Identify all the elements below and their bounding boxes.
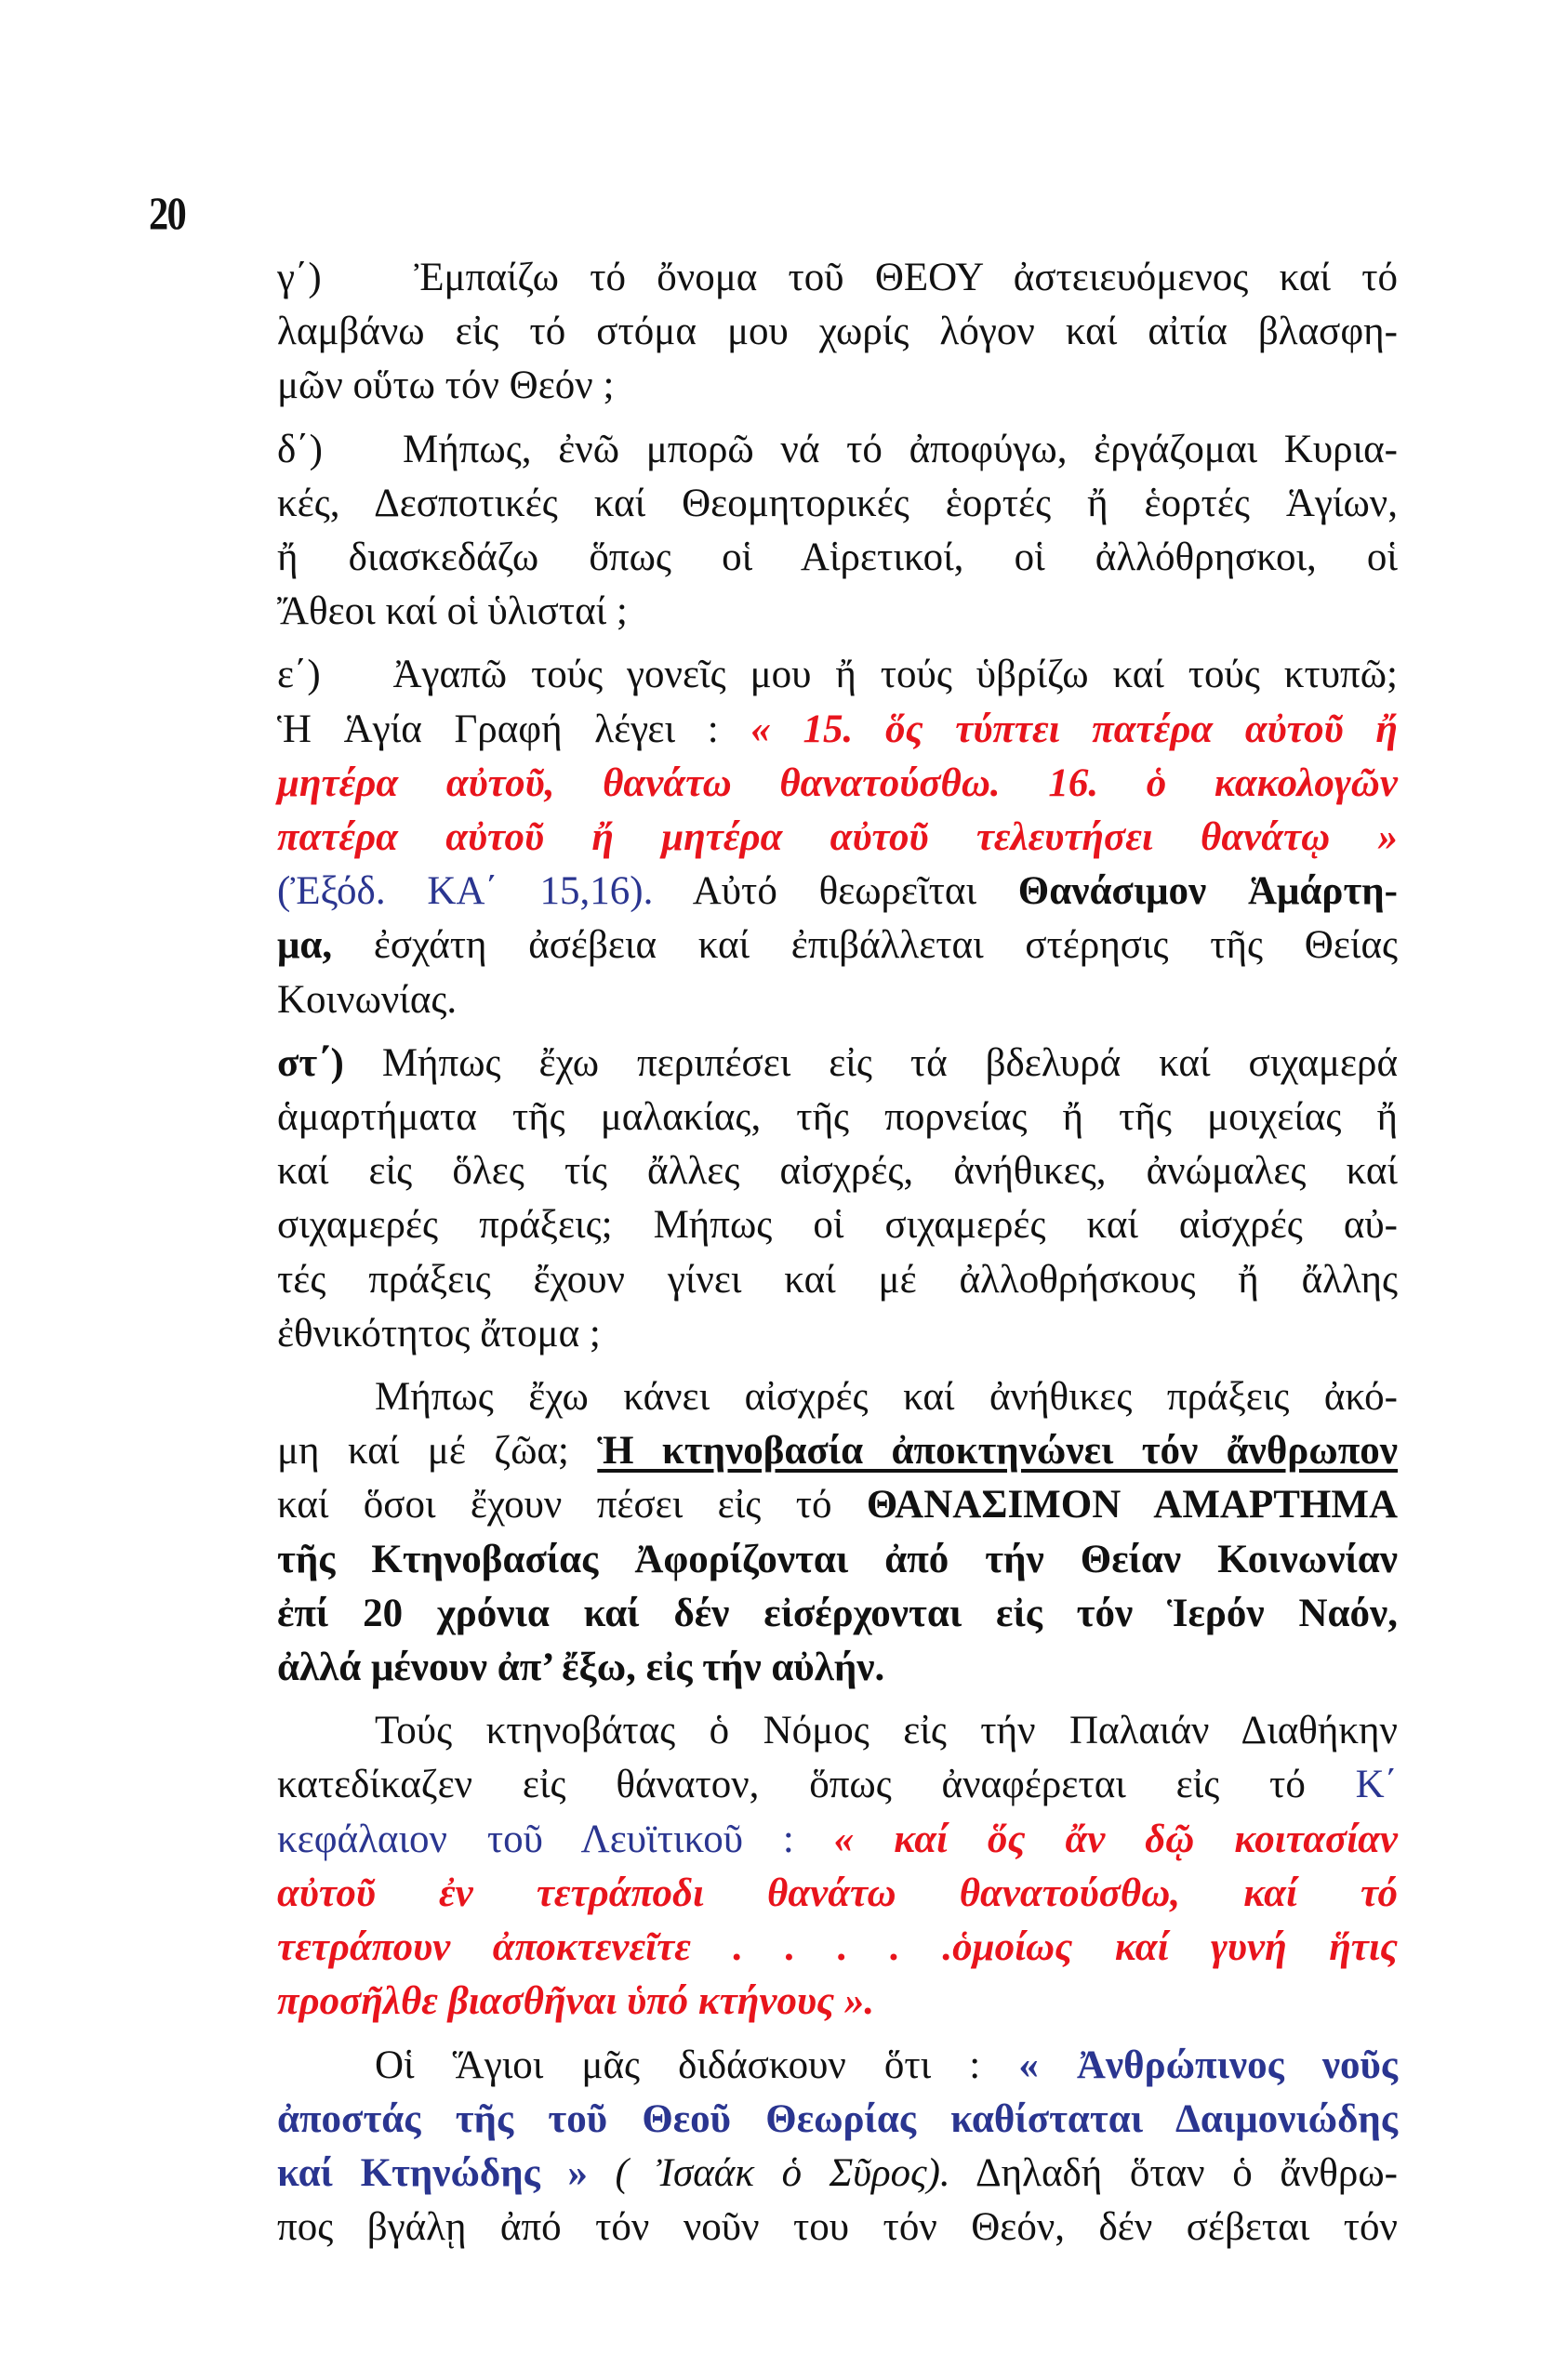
item-label: ε΄) — [277, 653, 321, 697]
item-label: στ΄) — [277, 1040, 344, 1085]
text-line: Μήπως ἔχω περιπέσει εἰς τά βδελυρά καί σιχαμερά — [381, 1040, 1398, 1085]
text-bold: τῆς Κτηνοβασίας Ἀφορίζονται ἀπό τήν Θείαν Κοινωνίαν — [277, 1537, 1398, 1581]
text-plain: καί ὅσοι ἔχουν πέσει εἰς τό — [277, 1483, 832, 1527]
scripture-quote: « 15. ὅς τύπτει πατέρα αὐτοῦ ἤ — [750, 707, 1398, 751]
page-number: 20 — [149, 187, 186, 239]
text-line: Κοινωνίας. — [277, 977, 458, 1022]
scripture-quote: τετράπουν ἀποκτενεῖτε . . . . .ὁμοίως καί γυνή ἥτις — [277, 1925, 1398, 1970]
text-line: Ἀγαπῶ τούς γονεῖς μου ἤ τούς ὑβρίζω καί τούς κτυπῶ; — [392, 653, 1399, 697]
text-line: τές πράξεις ἔχουν γίνει καί μέ ἀλλοθρήσκους ἤ ἄλλης — [277, 1257, 1398, 1302]
text-plain: μη καί μέ ζῶα; — [277, 1429, 569, 1474]
text-line: Μήπως, ἐνῶ μπορῶ νά τό ἀποφύγω, ἐργάζομαι Κυρια- — [403, 427, 1398, 471]
text-line: καί εἰς ὅλες τίς ἄλλες αἰσχρές, ἀνήθικες, ἀνώμαλες καί — [277, 1149, 1398, 1194]
page-body — [277, 251, 1398, 2254]
scripture-quote: « καί ὅς ἄν δῷ κοιτασίαν — [833, 1817, 1398, 1861]
scripture-quote: μητέρα αὐτοῦ, θανάτω θανατούσθω. 16. ὁ κακολογῶν — [277, 760, 1398, 805]
patristic-quote: « Ἀνθρώπινος νοῦς — [1018, 2043, 1398, 2087]
text-line: κές, Δεσποτικές καί Θεομητορικές ἑορτές ἤ ἑορτές Ἁγίων, — [277, 481, 1398, 525]
paragraph-saints — [277, 2039, 1398, 2255]
scripture-quote: πατέρα αὐτοῦ ἤ μητέρα αὐτοῦ τελευτήσει θανάτῳ » — [277, 815, 1398, 860]
paragraph-law — [277, 1704, 1398, 2029]
patristic-quote: καί Κτηνώδης » — [277, 2150, 588, 2195]
text-line: Ἄθεοι καί οἱ ὑλισταί ; — [277, 589, 628, 634]
scripture-quote: προσῆλθε βιασθῆναι ὑπό κτήνους ». — [277, 1979, 875, 2024]
text-plain: Οἱ Ἅγιοι μᾶς διδάσκουν ὅτι : — [375, 2043, 981, 2087]
text-line: πος βγάλῃ ἀπό τόν νοῦν του τόν Θεόν, δέν σέβεται τόν — [277, 2205, 1398, 2250]
text-plain: Δηλαδή ὅταν ὁ ἄνθρω- — [975, 2150, 1398, 2195]
text-bold: Θανάσιμον Ἁμάρτη- — [1017, 869, 1398, 914]
text-plain: Αὐτό θεωρεῖται — [692, 869, 977, 914]
text-bold: ἀλλά μένουν ἀπ’ ἔξω, εἰς τήν αὐλήν. — [277, 1646, 885, 1690]
paragraph-epsilon — [277, 648, 1398, 1026]
text-line: Μήπως ἔχω κάνει αἰσχρές καί ἀνήθικες πράξεις ἀκό- — [375, 1375, 1398, 1420]
text-bold: ΘΑΝΑΣΙΜΟΝ ΑΜΑΡΤΗΜΑ — [866, 1483, 1398, 1527]
scripture-reference: (Ἐξόδ. ΚΑ΄ 15,16). — [277, 869, 654, 914]
text-line: ἁμαρτήματα τῆς μαλακίας, τῆς πορνείας ἤ τῆς μοιχείας ἤ — [277, 1095, 1398, 1140]
paragraph-st — [277, 1037, 1398, 1361]
text-plain: κατεδίκαζεν εἰς θάνατον, ὅπως ἀναφέρεται εἰς τό — [277, 1763, 1306, 1807]
text-line: λαμβάνω εἰς τό στόμα μου χωρίς λόγον καί αἰτία βλασφη- — [277, 310, 1398, 354]
text-line: Τούς κτηνοβάτας ὁ Νόμος εἰς τήν Παλαιάν Διαθήκην — [375, 1709, 1398, 1753]
item-label: δ΄) — [277, 427, 323, 471]
text-bold: μα, — [277, 923, 333, 968]
text-plain: ἐσχάτη ἀσέβεια καί ἐπιβάλλεται στέρησις τῆς Θείας — [373, 923, 1399, 968]
paragraph-delta — [277, 423, 1398, 640]
text-plain: Ἡ Ἁγία Γραφή λέγει : — [277, 707, 719, 751]
text-line: Ἐμπαίζω τό ὄνομα τοῦ ΘΕΟΥ ἀστειευόμενος καί τό — [414, 256, 1398, 299]
text-bold: ἐπί 20 χρόνια καί δέν εἰσέρχονται εἰς τόν Ἱερόν Ναόν, — [277, 1591, 1398, 1635]
text-line: μῶν οὕτω τόν Θεόν ; — [277, 364, 615, 408]
quote-source: ( Ἰσαάκ ὁ Σῦρος). — [615, 2150, 950, 2195]
scripture-quote: αὐτοῦ ἐν τετράποδι θανάτω θανατούσθω, καί τό — [277, 1871, 1398, 1915]
patristic-quote: ἀποστάς τῆς τοῦ Θεοῦ Θεωρίας καθίσταται Δαιμονιώδης — [277, 2096, 1398, 2141]
paragraph-gamma — [277, 251, 1398, 414]
paragraph-zoophilia — [277, 1370, 1398, 1695]
text-line: ἤ διασκεδάζω ὅπως οἱ Αἱρετικοί, οἱ ἀλλόθρησκοι, οἱ — [277, 536, 1398, 580]
underlined-statement: Ἡ κτηνοβασία ἀποκτηνώνει τόν ἄνθρωπον — [597, 1429, 1399, 1474]
item-label: γ΄) — [277, 256, 322, 299]
text-line: σιχαμερές πράξεις; Μήπως οἱ σιχαμερές καί αἰσχρές αὐ- — [277, 1203, 1398, 1248]
scripture-reference: κεφάλαιον τοῦ Λευϊτικοῦ : — [277, 1817, 794, 1861]
text-line: ἐθνικότητος ἄτομα ; — [277, 1311, 601, 1355]
scripture-reference: Κ΄ — [1355, 1763, 1398, 1807]
